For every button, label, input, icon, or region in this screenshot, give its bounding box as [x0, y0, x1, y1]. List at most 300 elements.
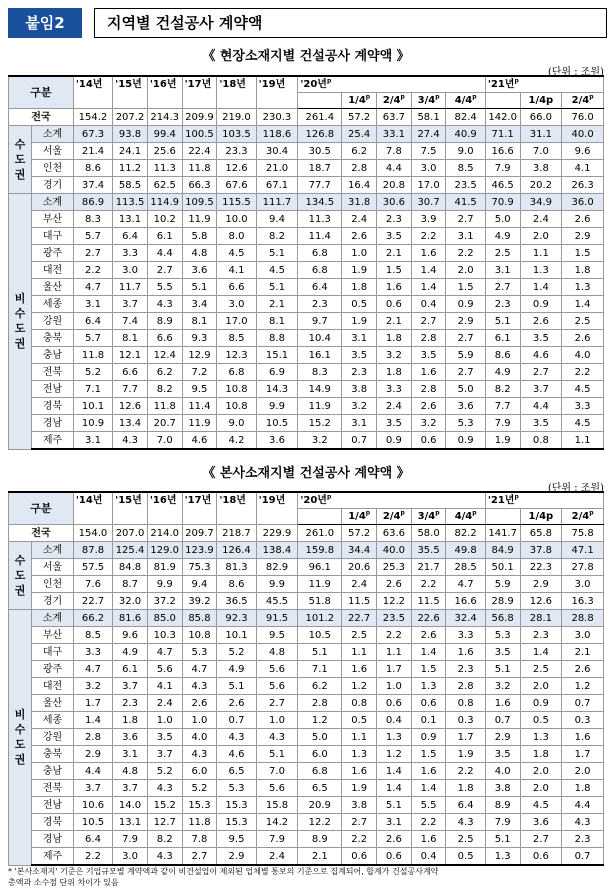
value-cell: 1.1 [562, 432, 604, 450]
value-cell: 51.8 [298, 593, 342, 610]
value-cell: 2.8 [342, 160, 377, 177]
row-label: 세종 [32, 712, 74, 729]
value-cell: 7.1 [298, 661, 342, 678]
table-row [9, 143, 604, 160]
value-cell: 40.0 [562, 126, 604, 143]
section-title-hq: 《 본사소재지별 건설공사 계약액 》 [202, 466, 410, 481]
value-cell: 4.0 [182, 729, 217, 746]
value-cell: 6.6 [217, 279, 256, 296]
table-row [9, 576, 604, 593]
value-cell: 0.9 [520, 695, 562, 712]
value-cell: 23.5 [446, 177, 485, 194]
value-cell: 1.6 [562, 729, 604, 746]
header-label: 구분 [9, 492, 74, 525]
value-cell: 28.8 [562, 610, 604, 627]
value-cell: 4.3 [113, 432, 148, 450]
value-cell: 82.9 [256, 559, 298, 576]
table-row [9, 848, 604, 866]
value-cell: 6.4 [446, 797, 485, 814]
value-cell: 8.2 [147, 381, 182, 398]
value-cell: 40.0 [377, 542, 412, 559]
table-row [9, 347, 604, 364]
value-cell: 85.0 [147, 610, 182, 627]
value-cell: 219.0 [217, 109, 256, 126]
value-cell: 4.1 [217, 262, 256, 279]
value-cell: 12.9 [182, 347, 217, 364]
quarter-label: 2/4 [382, 511, 401, 522]
row-label: 강원 [32, 313, 74, 330]
value-cell: 15.2 [147, 797, 182, 814]
group-label-noncapital [9, 610, 32, 866]
value-cell: 1.2 [377, 746, 412, 763]
value-cell: 142.0 [485, 109, 520, 126]
value-cell: 5.2 [147, 763, 182, 780]
value-cell: 2.4 [342, 211, 377, 228]
value-cell: 125.4 [113, 542, 148, 559]
value-cell: 2.5 [446, 831, 485, 848]
value-cell: 5.3 [217, 780, 256, 797]
annual-cell [485, 509, 520, 525]
value-cell: 8.6 [217, 576, 256, 593]
value-cell: 2.7 [411, 313, 446, 330]
table-row [9, 712, 604, 729]
table-row [9, 644, 604, 661]
year-label: '20년 [300, 79, 327, 90]
hq-contract-table [8, 491, 604, 866]
value-cell: 8.5 [446, 160, 485, 177]
value-cell: 1.7 [446, 729, 485, 746]
value-cell: 4.5 [520, 797, 562, 814]
value-cell: 3.3 [446, 627, 485, 644]
value-cell: 1.0 [342, 245, 377, 262]
value-cell: 2.6 [377, 576, 412, 593]
value-cell: 28.9 [485, 593, 520, 610]
row-label: 경남 [32, 415, 74, 432]
value-cell: 1.5 [411, 746, 446, 763]
value-cell: 2.0 [520, 780, 562, 797]
value-cell: 16.1 [298, 347, 342, 364]
value-cell: 8.5 [217, 330, 256, 347]
value-cell: 1.1 [520, 245, 562, 262]
group-label-text: 비수도권 [14, 708, 26, 767]
value-cell: 8.6 [73, 160, 112, 177]
header-row [9, 76, 604, 93]
value-cell: 0.7 [485, 712, 520, 729]
value-cell: 1.6 [342, 763, 377, 780]
row-label: 전남 [32, 381, 74, 398]
row-label: 부산 [32, 627, 74, 644]
value-cell: 92.3 [217, 610, 256, 627]
value-cell: 2.5 [485, 245, 520, 262]
value-cell: 4.6 [520, 347, 562, 364]
value-cell: 0.3 [446, 712, 485, 729]
value-cell: 3.2 [411, 415, 446, 432]
value-cell: 1.4 [411, 780, 446, 797]
value-cell: 4.8 [182, 245, 217, 262]
value-cell: 58.1 [411, 109, 446, 126]
value-cell: 3.3 [562, 398, 604, 415]
table-row [9, 109, 604, 126]
value-cell: 3.1 [113, 746, 148, 763]
value-cell: 2.6 [562, 661, 604, 678]
value-cell: 0.1 [411, 712, 446, 729]
row-label: 경기 [32, 593, 74, 610]
value-cell: 0.6 [377, 695, 412, 712]
value-cell: 22.7 [73, 593, 112, 610]
value-cell: 2.8 [411, 330, 446, 347]
value-cell: 3.2 [485, 678, 520, 695]
quarter-label: 3/4 [417, 511, 436, 522]
value-cell: 1.0 [256, 712, 298, 729]
value-cell: 2.0 [520, 763, 562, 780]
value-cell: 21.7 [411, 559, 446, 576]
value-cell: 3.2 [298, 432, 342, 450]
value-cell: 3.7 [73, 780, 112, 797]
value-cell: 20.8 [377, 177, 412, 194]
value-cell: 8.8 [256, 330, 298, 347]
value-cell: 9.5 [217, 831, 256, 848]
value-cell: 9.9 [147, 576, 182, 593]
value-cell: 8.1 [113, 330, 148, 347]
value-cell: 0.5 [520, 712, 562, 729]
value-cell: 16.3 [562, 593, 604, 610]
value-cell: 18.7 [298, 160, 342, 177]
value-cell: 4.7 [446, 576, 485, 593]
value-cell: 13.4 [113, 415, 148, 432]
table-row [9, 262, 604, 279]
value-cell: 9.6 [562, 143, 604, 160]
value-cell: 63.6 [377, 525, 412, 542]
value-cell: 1.8 [342, 279, 377, 296]
value-cell: 8.9 [298, 831, 342, 848]
value-cell: 71.1 [485, 126, 520, 143]
value-cell: 3.1 [446, 228, 485, 245]
header-label: 구분 [9, 76, 74, 109]
value-cell: 9.5 [256, 627, 298, 644]
value-cell: 10.6 [73, 797, 112, 814]
value-cell: 12.1 [113, 347, 148, 364]
value-cell: 3.3 [113, 245, 148, 262]
prelim-mark: p [514, 493, 519, 501]
value-cell: 32.0 [113, 593, 148, 610]
table-row [9, 525, 604, 542]
value-cell: 31.1 [520, 126, 562, 143]
value-cell: 4.9 [485, 364, 520, 381]
value-cell: 1.3 [520, 729, 562, 746]
value-cell: 2.8 [73, 729, 112, 746]
value-cell: 0.5 [342, 712, 377, 729]
value-cell: 2.5 [342, 627, 377, 644]
value-cell: 115.5 [217, 194, 256, 211]
value-cell: 6.1 [147, 228, 182, 245]
value-cell: 138.4 [256, 542, 298, 559]
value-cell: 3.5 [520, 330, 562, 347]
row-label: 소계 [32, 126, 74, 143]
row-label: 충북 [32, 330, 74, 347]
table-row [9, 559, 604, 576]
row-label: 충남 [32, 347, 74, 364]
value-cell: 7.0 [520, 143, 562, 160]
value-cell: 0.5 [342, 296, 377, 313]
value-cell: 6.4 [73, 831, 112, 848]
value-cell: 15.8 [256, 797, 298, 814]
value-cell: 5.3 [182, 644, 217, 661]
value-cell: 7.0 [256, 763, 298, 780]
value-cell: 1.3 [520, 262, 562, 279]
year-label: '21년 [487, 79, 515, 90]
value-cell: 5.2 [182, 780, 217, 797]
value-cell: 16.6 [446, 593, 485, 610]
value-cell: 1.5 [446, 279, 485, 296]
value-cell: 6.4 [298, 279, 342, 296]
value-cell: 6.2 [147, 364, 182, 381]
value-cell: 82.2 [446, 525, 485, 542]
value-cell: 154.0 [73, 525, 112, 542]
value-cell: 0.9 [377, 432, 412, 450]
value-cell: 126.8 [298, 126, 342, 143]
quarter-label: 2/4 [571, 95, 590, 106]
prelim-mark: p [326, 493, 332, 501]
value-cell: 2.2 [73, 262, 112, 279]
row-label: 경북 [32, 398, 74, 415]
table-row [9, 381, 604, 398]
value-cell: 9.0 [446, 143, 485, 160]
value-cell: 5.1 [217, 678, 256, 695]
value-cell: 3.5 [485, 746, 520, 763]
value-cell: 4.3 [182, 678, 217, 695]
year-header: '15년 [113, 492, 148, 525]
value-cell: 7.8 [377, 143, 412, 160]
value-cell: 6.2 [342, 143, 377, 160]
value-cell: 10.5 [73, 814, 112, 831]
value-cell: 8.2 [485, 381, 520, 398]
value-cell: 8.2 [256, 228, 298, 245]
value-cell: 39.2 [182, 593, 217, 610]
value-cell: 9.4 [256, 211, 298, 228]
table-row [9, 542, 604, 559]
value-cell: 1.8 [377, 330, 412, 347]
value-cell: 91.5 [256, 610, 298, 627]
value-cell: 5.9 [446, 347, 485, 364]
table-row [9, 831, 604, 848]
value-cell: 113.5 [113, 194, 148, 211]
value-cell: 6.8 [298, 245, 342, 262]
value-cell: 6.8 [298, 763, 342, 780]
value-cell: 11.2 [113, 160, 148, 177]
section-title-site: 《 현장소재지별 건설공사 계약액 》 [202, 49, 410, 64]
value-cell: 21.4 [73, 143, 112, 160]
value-cell: 3.1 [73, 432, 112, 450]
value-cell: 6.1 [485, 330, 520, 347]
value-cell: 1.1 [342, 729, 377, 746]
value-cell: 0.6 [411, 695, 446, 712]
quarter-label: 4/4 [454, 511, 473, 522]
value-cell: 1.4 [377, 780, 412, 797]
table-row [9, 432, 604, 450]
year-header: '19년 [256, 76, 298, 109]
value-cell: 14.9 [298, 381, 342, 398]
table-row [9, 814, 604, 831]
row-label: 강원 [32, 729, 74, 746]
value-cell: 12.6 [520, 593, 562, 610]
value-cell: 36.5 [217, 593, 256, 610]
value-cell: 11.9 [298, 398, 342, 415]
value-cell: 6.4 [73, 313, 112, 330]
value-cell: 3.2 [342, 398, 377, 415]
value-cell: 2.2 [377, 627, 412, 644]
value-cell: 0.8 [520, 432, 562, 450]
value-cell: 3.4 [182, 296, 217, 313]
value-cell: 5.0 [485, 211, 520, 228]
value-cell: 11.9 [182, 211, 217, 228]
value-cell: 3.3 [73, 644, 112, 661]
quarter-header [377, 93, 412, 109]
table-row [9, 729, 604, 746]
value-cell: 10.1 [73, 398, 112, 415]
value-cell: 1.4 [377, 763, 412, 780]
value-cell: 1.0 [182, 712, 217, 729]
value-cell: 4.3 [182, 746, 217, 763]
table-row [9, 177, 604, 194]
value-cell: 3.6 [256, 432, 298, 450]
value-cell: 2.6 [182, 695, 217, 712]
prelim-mark: p [589, 93, 594, 101]
value-cell: 11.3 [147, 160, 182, 177]
table-row [9, 364, 604, 381]
value-cell: 7.4 [113, 313, 148, 330]
value-cell: 0.6 [411, 432, 446, 450]
year-header: '14년 [73, 76, 112, 109]
value-cell: 2.6 [217, 695, 256, 712]
value-cell: 5.1 [485, 661, 520, 678]
value-cell: 8.9 [147, 313, 182, 330]
value-cell: 15.3 [217, 814, 256, 831]
value-cell: 2.7 [446, 211, 485, 228]
value-cell: 2.3 [298, 296, 342, 313]
value-cell: 2.5 [562, 313, 604, 330]
quarter-header [342, 93, 377, 109]
value-cell: 5.3 [485, 627, 520, 644]
value-cell: 1.8 [113, 712, 148, 729]
value-cell: 8.1 [256, 313, 298, 330]
value-cell: 6.5 [298, 780, 342, 797]
value-cell: 1.0 [147, 712, 182, 729]
table-row [9, 593, 604, 610]
value-cell: 207.0 [113, 525, 148, 542]
value-cell: 2.6 [377, 831, 412, 848]
value-cell: 3.8 [520, 160, 562, 177]
row-label: 충남 [32, 763, 74, 780]
page-header [8, 8, 606, 38]
value-cell: 3.2 [73, 678, 112, 695]
value-cell: 3.6 [520, 814, 562, 831]
table-row [9, 228, 604, 245]
value-cell: 2.4 [377, 398, 412, 415]
value-cell: 12.7 [147, 814, 182, 831]
value-cell: 2.4 [147, 695, 182, 712]
value-cell: 2.0 [520, 678, 562, 695]
table-row [9, 279, 604, 296]
value-cell: 5.6 [256, 678, 298, 695]
value-cell: 9.7 [298, 313, 342, 330]
table-row [9, 797, 604, 814]
value-cell: 9.0 [217, 415, 256, 432]
value-cell: 11.7 [113, 279, 148, 296]
table-row [9, 746, 604, 763]
value-cell: 2.6 [562, 330, 604, 347]
value-cell: 2.8 [411, 381, 446, 398]
value-cell: 20.7 [147, 415, 182, 432]
prelim-mark: p [472, 93, 477, 101]
row-label: 전국 [9, 525, 74, 542]
value-cell: 10.5 [256, 415, 298, 432]
value-cell: 2.7 [256, 695, 298, 712]
value-cell: 11.8 [182, 160, 217, 177]
value-cell: 1.6 [411, 245, 446, 262]
value-cell: 5.5 [147, 279, 182, 296]
prelim-mark: p [514, 77, 519, 85]
value-cell: 4.4 [73, 763, 112, 780]
value-cell: 0.3 [562, 712, 604, 729]
value-cell: 2.9 [562, 228, 604, 245]
value-cell: 0.8 [446, 695, 485, 712]
value-cell: 8.9 [485, 797, 520, 814]
value-cell: 5.1 [256, 279, 298, 296]
value-cell: 4.5 [562, 381, 604, 398]
value-cell: 1.8 [377, 364, 412, 381]
value-cell: 4.5 [217, 245, 256, 262]
value-cell: 141.7 [485, 525, 520, 542]
value-cell: 0.7 [342, 432, 377, 450]
row-label: 전국 [9, 109, 74, 126]
value-cell: 4.3 [147, 848, 182, 866]
value-cell: 70.9 [485, 194, 520, 211]
value-cell: 2.2 [562, 364, 604, 381]
value-cell: 3.0 [113, 262, 148, 279]
table-row [9, 313, 604, 330]
value-cell: 1.1 [377, 644, 412, 661]
value-cell: 3.5 [411, 347, 446, 364]
value-cell: 85.8 [182, 610, 217, 627]
value-cell: 6.6 [113, 364, 148, 381]
value-cell: 67.3 [73, 126, 112, 143]
value-cell: 1.8 [562, 262, 604, 279]
value-cell: 23.3 [217, 143, 256, 160]
value-cell: 67.6 [217, 177, 256, 194]
value-cell: 81.9 [147, 559, 182, 576]
value-cell: 27.8 [562, 559, 604, 576]
value-cell: 25.6 [147, 143, 182, 160]
value-cell: 10.4 [298, 330, 342, 347]
value-cell: 8.7 [113, 576, 148, 593]
table-row [9, 780, 604, 797]
value-cell: 5.6 [256, 661, 298, 678]
value-cell: 7.6 [73, 576, 112, 593]
value-cell: 2.3 [377, 211, 412, 228]
value-cell: 2.7 [73, 245, 112, 262]
table-row [9, 126, 604, 143]
value-cell: 4.6 [182, 432, 217, 450]
value-cell: 87.8 [73, 542, 112, 559]
value-cell: 7.7 [485, 398, 520, 415]
value-cell: 7.9 [113, 831, 148, 848]
row-label: 대구 [32, 228, 74, 245]
value-cell: 5.1 [377, 797, 412, 814]
value-cell: 66.3 [182, 177, 217, 194]
row-label: 대전 [32, 678, 74, 695]
year-header: '16년 [147, 76, 182, 109]
value-cell: 3.1 [342, 330, 377, 347]
